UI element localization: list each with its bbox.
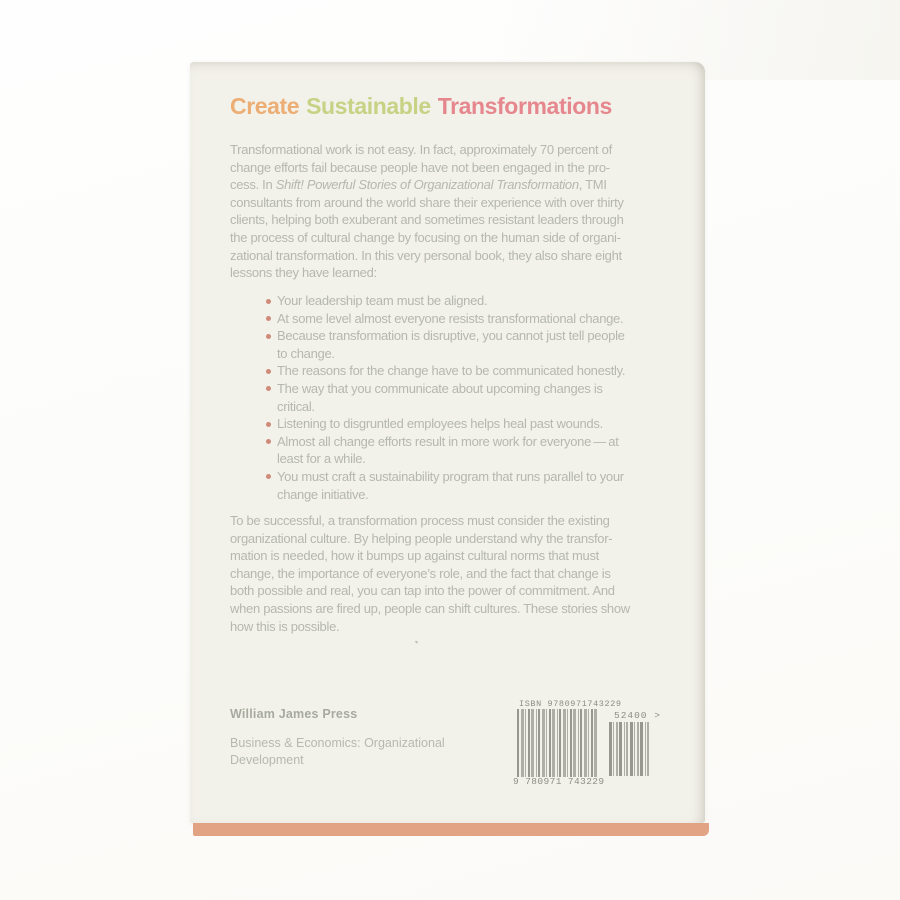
- lesson-line: Your leadership team must be aligned.: [277, 293, 488, 308]
- lesson-line: least for a while.: [277, 451, 366, 467]
- barcode-bar: [613, 722, 614, 776]
- paragraph-line: change efforts fail because people have not been engaged in the pro-: [230, 159, 610, 175]
- barcode-bar: [624, 722, 625, 776]
- barcode-bar: [619, 722, 622, 776]
- headline-word: Create: [230, 93, 300, 119]
- barcode-bar: [584, 709, 587, 777]
- barcode-bar: [647, 722, 649, 776]
- paragraph-line: zational transformation. In this very personal book, they also share eight: [230, 247, 622, 263]
- headline-word: Transformations: [437, 93, 612, 119]
- paragraph-line: To be successful, a transformation process must consider the existing: [230, 513, 610, 528]
- paragraph-line: lessons they have learned:: [230, 265, 377, 281]
- lesson-item: [230, 433, 670, 468]
- paragraph-line: Transformational work is not easy. In fact, approximately 70 percent of: [230, 142, 612, 157]
- paragraph-line: when passions are fired up, people can shift cultures. These stories show: [230, 600, 630, 616]
- barcode-bar: [626, 722, 628, 776]
- publisher-name: William James Press: [230, 707, 358, 721]
- lesson-line: critical.: [277, 398, 315, 414]
- price-code: 52400 >: [614, 710, 661, 721]
- paragraph-line: both possible and real, you can tap into the power of commitment. And: [230, 583, 615, 599]
- lesson-line: to change.: [277, 345, 335, 361]
- paragraph-line: mation is needed, how it bumps up against cultural norms that must: [230, 548, 599, 564]
- lessons-list: [230, 292, 670, 503]
- barcode-bar: [531, 709, 534, 777]
- barcode-bar: [640, 722, 643, 776]
- bullet-icon: [266, 422, 271, 427]
- paragraph-line: how this is possible.: [230, 618, 340, 634]
- barcode-bar: [536, 709, 537, 777]
- paragraph-line: cess. In Shift! Powerful Stories of Organizational Transformation, TMI: [230, 177, 607, 193]
- lesson-text: [277, 468, 670, 503]
- barcode-bar: [588, 709, 589, 777]
- barcode-bar: [570, 709, 572, 777]
- lesson-line: You must craft a sustainability program that runs parallel to your: [277, 468, 624, 484]
- bullet-icon: [266, 474, 271, 479]
- lesson-line: Listening to disgruntled employees helps heal past wounds.: [277, 416, 603, 432]
- category-line: Business & Economics: Organizational: [230, 736, 445, 750]
- barcode-bar: [528, 709, 530, 777]
- barcode-bar: [517, 709, 519, 777]
- barcode-bar: [637, 722, 639, 776]
- barcode-bar: [630, 722, 633, 776]
- paragraph-line: the process of cultural change by focusing on the human side of organi-: [230, 229, 621, 245]
- book-title-italic: Shift! Powerful Stories of Organizational Transformation: [275, 177, 579, 193]
- barcode-bar: [538, 709, 540, 777]
- isbn-number: ISBN 9780971743229: [519, 699, 622, 709]
- lesson-line: Almost all change efforts result in more work for everyone — at: [277, 433, 619, 449]
- lesson-item: [230, 468, 670, 503]
- lesson-text: [277, 415, 670, 433]
- lesson-text: [277, 362, 670, 380]
- barcode-bar: [573, 709, 576, 777]
- barcode-bar: [563, 709, 566, 777]
- lesson-text: [277, 380, 670, 415]
- cover-headline: [230, 93, 612, 120]
- lesson-line: Because transformation is disruptive, you cannot just tell people: [277, 328, 625, 344]
- lesson-line: The way that you communicate about upcoming changes is: [277, 380, 603, 396]
- lesson-line: change initiative.: [277, 486, 369, 502]
- barcode-bar: [552, 709, 555, 777]
- barcode-bar: [567, 709, 568, 777]
- lesson-text: [277, 327, 670, 362]
- lesson-text: [277, 292, 670, 310]
- barcode-bar: [609, 722, 612, 776]
- paragraph-line: organizational culture. By helping people understand why the transfor-: [230, 530, 613, 546]
- barcode-digits: 9 780971 743229: [513, 776, 605, 787]
- lesson-item: [230, 415, 670, 433]
- barcode-bar: [546, 709, 547, 777]
- bullet-icon: [266, 316, 271, 321]
- barcode-bar: [521, 709, 524, 777]
- paragraph-line: clients, helping both exuberant and sometimes resistant leaders through: [230, 212, 624, 228]
- lesson-item: [230, 310, 670, 328]
- lesson-text: [277, 433, 670, 468]
- barcode-bar: [578, 709, 579, 777]
- dust-speck: [415, 640, 419, 643]
- bullet-icon: [266, 386, 271, 391]
- lesson-line: At some level almost everyone resists transformational change.: [277, 310, 624, 326]
- intro-paragraph: [230, 141, 624, 282]
- barcode-bar: [557, 709, 558, 777]
- barcode-bar: [542, 709, 545, 777]
- bullet-icon: [266, 334, 271, 339]
- barcode-bar: [559, 709, 561, 777]
- lesson-line: The reasons for the change have to be communicated honestly.: [277, 363, 626, 379]
- barcode-bar: [594, 709, 597, 777]
- barcode-bar: [580, 709, 582, 777]
- barcode-block: [512, 699, 677, 789]
- barcode-bar: [645, 722, 646, 776]
- lesson-text: [277, 310, 670, 328]
- bullet-icon: [266, 299, 271, 304]
- book-back-cover: [190, 62, 705, 823]
- headline-word: Sustainable: [306, 93, 431, 119]
- category-label: [230, 735, 445, 769]
- category-line: Development: [230, 753, 304, 767]
- paragraph-line: change, the importance of everyone’s role, and the fact that change is: [230, 565, 611, 581]
- price-addon-barcode: [609, 722, 653, 776]
- bullet-icon: [266, 369, 271, 374]
- paragraph-line: consultants from around the world share their experience with over thirty: [230, 194, 624, 210]
- lesson-item: [230, 380, 670, 415]
- lesson-item: [230, 327, 670, 362]
- barcode-bar: [525, 709, 526, 777]
- closing-paragraph: [230, 512, 630, 635]
- ean-barcode: [517, 709, 600, 777]
- barcode-bar: [549, 709, 551, 777]
- bullet-icon: [266, 439, 271, 444]
- barcode-bar: [616, 722, 618, 776]
- cover-bottom-strip: [193, 823, 709, 836]
- barcode-bar: [591, 709, 593, 777]
- lesson-item: [230, 292, 670, 310]
- lesson-item: [230, 362, 670, 380]
- barcode-bar: [634, 722, 635, 776]
